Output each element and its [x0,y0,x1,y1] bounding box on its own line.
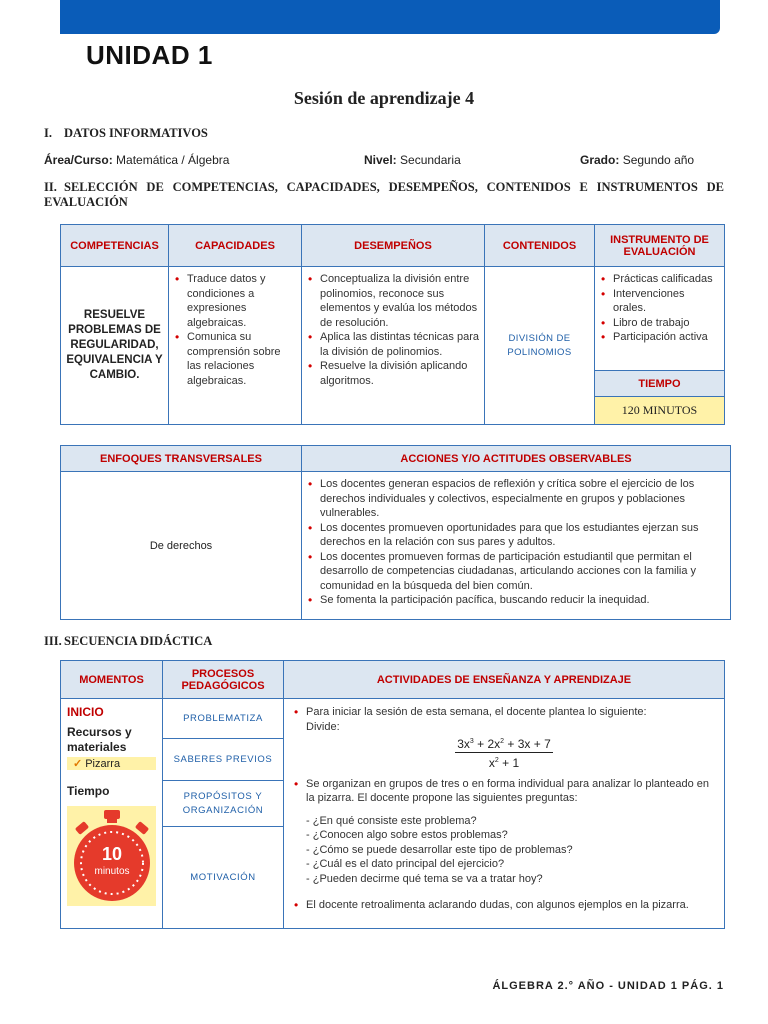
page-title: Sesión de aprendizaje 4 [293,88,475,108]
recursos-label: Recursos y materiales [67,725,132,754]
grado-field [580,153,694,167]
instrumento-item: • Libro de trabajo [599,316,720,331]
area-value: Matemática / Álgebra [116,153,230,167]
competencias-table [60,224,725,425]
header-banner [60,0,720,34]
unit-label: UNIDAD 1 [86,40,213,70]
grado-value: Segundo año [622,153,695,167]
instrumento-item: • Prácticas calificadas [599,272,720,287]
actividad-item: • Se organizan en grupos de tres o en forma individual para analizar lo planteado en la pizarra. El docente propone las siguientes preguntas: [292,777,716,806]
section-3-title: SECUENCIA DIDÁCTICA [64,634,213,648]
header-acciones: ACCIONES Y/O ACTITUDES OBSERVABLES [302,446,731,472]
header-competencias: COMPETENCIAS [61,225,169,267]
header-actividades: ACTIVIDADES DE ENSEÑANZA Y APRENDIZAJE [284,661,725,699]
recurso-item [67,757,156,770]
tiempo-label: Tiempo [67,784,110,798]
accion-item: • Los docentes promueven formas de participación estudiantil que permitan el desarrollo de competencias ciudadanas, articulando acciones con la familia y comunidad en la búsqueda del bien común. [306,550,726,594]
contenido-text: DIVISIÓN DE POLINOMIOS [507,332,572,358]
instrumento-item: • Intervenciones orales. [599,287,720,316]
timer-unit: minutos [94,866,130,877]
header-instrumento: INSTRUMENTO DE EVALUACIÓN [595,225,725,267]
nivel-value: Secundaria [400,153,461,167]
capacidad-item: • Traduce datos y condiciones a expresiones algebraicas. [173,272,297,330]
pregunta-item: - ¿Cómo se puede desarrollar este tipo de problemas? [306,843,716,858]
tiempo-header: TIEMPO [595,371,725,397]
recurso-text: Pizarra [85,758,121,770]
proceso-problematiza: PROBLEMATIZA [163,699,284,739]
actividad-item: • Para iniciar la sesión de esta semana, el docente plantea lo siguiente: [292,705,716,720]
proceso-motivacion: MOTIVACIÓN [163,827,284,929]
capacidad-item: • Comunica su comprensión sobre las relaciones algebraicas. [173,330,297,388]
grado-label: Grado: [580,153,620,167]
contenido-cell [485,267,595,425]
accion-item: • Se fomenta la participación pacífica, buscando reducir la inequidad. [306,593,726,608]
section-1-heading [44,126,208,141]
desempeno-item: • Resuelve la división aplicando algoritmos. [306,359,480,388]
header-enfoques: ENFOQUES TRANSVERSALES [61,446,302,472]
header-contenidos: CONTENIDOS [485,225,595,267]
desempeno-item: • Conceptualiza la división entre polinomios, reconoce sus elementos y evalúa los métodos de resolución. [306,272,480,330]
section-1-number: I. [44,126,52,140]
competencia-cell [61,267,169,425]
enfoque-cell [61,472,302,620]
accion-item: • Los docentes generan espacios de reflexión y crítica sobre el ejercicio de los derechos individuales y colectivos, especialmente en grupos y poblaciones vulnerables. [306,477,726,521]
divide-label: Divide: [306,720,340,733]
section-3-number: III. [44,634,62,648]
momentos-cell [61,699,163,929]
proceso-propositos: PROPÓSITOS Y ORGANIZACIÓN [163,781,284,827]
actividad-item: • El docente retroalimenta aclarando dudas, con algunos ejemplos en la pizarra. [292,898,716,913]
section-2-heading [44,180,724,210]
capacidades-cell [169,267,302,425]
header-procesos: PROCESOS PEDAGÓGICOS [163,661,284,699]
secuencia-table [60,660,725,929]
instrumentos-cell [595,267,725,371]
desempenos-cell [302,267,485,425]
nivel-field [364,153,461,167]
pregunta-item: - ¿En qué consiste este problema? [306,814,716,829]
check-icon: ✓ [73,758,83,770]
section-2-title: SELECCIÓN DE COMPETENCIAS, CAPACIDADES, DESEMPEÑOS, CONTENIDOS E INSTRUMENTOS DE EVALUACIÓN [44,180,724,209]
timer-number: 10 [101,844,123,864]
preguntas-list [306,814,716,887]
acciones-cell [302,472,731,620]
division-formula: $\frac{3x^3 + 2x^2 + 3x + 7}{x^2 + 1}$ [292,734,716,771]
enfoques-table [60,445,731,620]
nivel-label: Nivel: [364,153,397,167]
header-momentos: MOMENTOS [61,661,163,699]
section-1-title: DATOS INFORMATIVOS [64,126,208,140]
actividades-cell [284,699,725,929]
area-label: Área/Curso: [44,153,113,167]
pregunta-item: - ¿Conocen algo sobre estos problemas? [306,828,716,843]
tiempo-value: 120 MINUTOS [595,397,725,425]
header-desempenos: DESEMPEÑOS [302,225,485,267]
area-field [44,153,229,167]
instrumento-item: • Participación activa [599,330,720,345]
section-2-number: II. [44,180,57,194]
page-footer: ÁLGEBRA 2.° AÑO - UNIDAD 1 PÁG. 1 [492,980,724,992]
accion-item: • Los docentes promueven oportunidades para que los estudiantes ejerzan sus derechos en la relación con sus pares y adultos. [306,521,726,550]
competencia-text: RESUELVE PROBLEMAS DE REGULARIDAD, EQUIVALENCIA Y CAMBIO. [66,309,163,381]
momento-inicio: INICIO [67,705,104,719]
pregunta-item: - ¿Cuál es el dato principal del ejercicio? [306,857,716,872]
section-3-heading [44,634,212,649]
header-capacidades: CAPACIDADES [169,225,302,267]
pregunta-item: - ¿Pueden decirme qué tema se va a tratar hoy? [306,872,716,887]
desempeno-item: • Aplica las distintas técnicas para la división de polinomios. [306,330,480,359]
timer-box [67,806,156,906]
proceso-saberes-previos: SABERES PREVIOS [163,739,284,781]
enfoque-text: De derechos [149,539,213,552]
